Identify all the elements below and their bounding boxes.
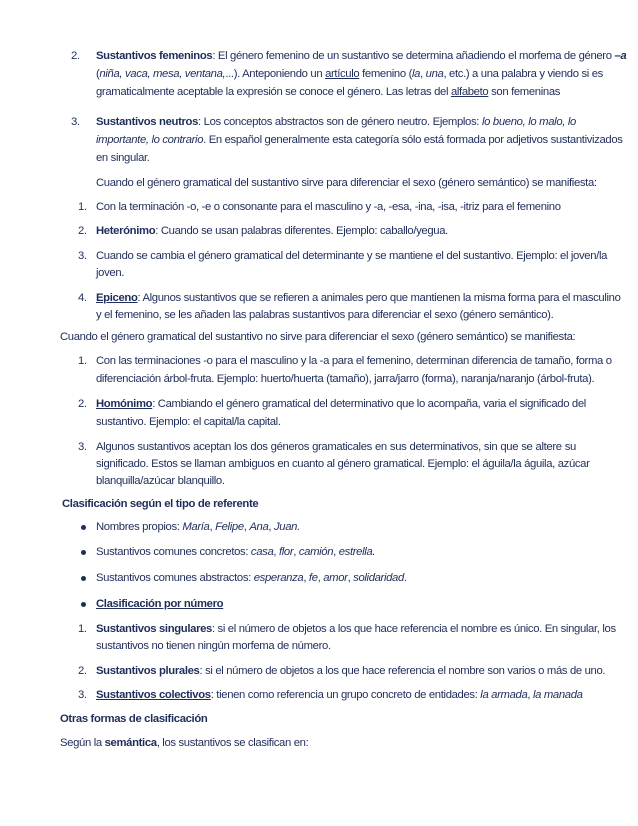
text: , — [303, 572, 309, 584]
text: : Cambiando el género gramatical del determinativo que lo acompaña, varia el significado del — [152, 398, 586, 410]
list-number: 3. — [78, 689, 87, 701]
text: Según la — [60, 737, 105, 749]
text: ( — [96, 68, 100, 80]
list-item-line — [96, 85, 560, 99]
list-item-line — [96, 224, 448, 238]
text: , — [243, 521, 250, 533]
text: amor — [323, 572, 348, 584]
text: Felipe — [215, 521, 244, 533]
text: –a — [614, 50, 627, 62]
bullet-item — [96, 571, 407, 585]
link-epiceno[interactable]: Epiceno — [96, 292, 138, 304]
bullet-item — [96, 520, 300, 534]
list-item-line: sustantivos no tienen ningún morfema de número. — [96, 640, 331, 652]
text: : tienen como referencia un grupo concreto de entidades: — [210, 689, 481, 701]
term: Sustantivos plurales — [96, 665, 200, 677]
term: Heterónimo — [96, 225, 156, 237]
text: fe — [308, 572, 318, 584]
text: casa — [250, 546, 274, 558]
section-heading — [60, 712, 207, 726]
term: Sustantivos neutros — [96, 116, 199, 128]
list-item-line — [96, 115, 576, 129]
list-item-line — [96, 49, 627, 63]
bullet-icon — [81, 576, 86, 581]
list-number: 4. — [78, 292, 87, 304]
text: : si el número de objetos a los que hace referencia el nombre son varios o más de uno. — [199, 665, 606, 677]
text: . En español generalmente esta categoría sólo está formada por adjetivos sustantivizados — [203, 134, 623, 146]
text: flor — [278, 546, 294, 558]
link-alfabeto[interactable]: alfabeto — [450, 86, 489, 98]
link-clasificacion-numero[interactable]: Clasificación por número — [96, 598, 224, 610]
text: Juan. — [273, 521, 300, 533]
link-homonimo[interactable]: Homónimo — [96, 398, 153, 410]
text: niña, vaca, mesa, ventana, — [99, 68, 226, 80]
text: : Los conceptos abstractos son de género neutro. Ejemplos: — [198, 116, 482, 128]
list-item-line: Algunos sustantivos aceptan los dos géneros gramaticales en sus determinativos, sin que se altere su — [96, 441, 576, 453]
text: lo bueno, lo malo, lo — [481, 116, 576, 128]
paragraph — [60, 736, 308, 750]
text: gramaticalmente aceptable la expresión se conoce el género. Las letras del — [96, 86, 451, 98]
text: María — [182, 521, 210, 533]
term: Sustantivos femeninos — [96, 50, 213, 62]
list-item-line — [96, 397, 586, 411]
text: , etc.) a una palabra y viendo si es — [443, 68, 603, 80]
text: Sustantivos comunes concretos: — [96, 546, 251, 558]
list-item-line: Cuando se cambia el género gramatical del determinante y se mantiene el del sustantivo. Ejemplo: el joven/la — [96, 250, 608, 262]
list-number: 2. — [78, 665, 87, 677]
text: Ana — [249, 521, 269, 533]
text: : El género femenino de un sustantivo se determina añadiendo el morfema de género — [212, 50, 615, 62]
list-number: 2. — [71, 50, 80, 62]
term: Sustantivos singulares — [96, 623, 212, 635]
text: : si el número de objetos a los que hace referencia el nombre es único. En singular, los — [211, 623, 616, 635]
list-item-line: blanquilla/azúcar blanquillo. — [96, 475, 225, 487]
text: : Cuando se usan palabras diferentes. Ejemplo: caballo/yegua. — [155, 225, 448, 237]
list-item-line — [96, 622, 616, 636]
text: , — [268, 521, 274, 533]
text: , — [209, 521, 216, 533]
text: , — [317, 572, 324, 584]
list-number: 1. — [78, 355, 87, 367]
text: , — [420, 68, 426, 80]
bullet-icon — [81, 550, 86, 555]
text: , — [293, 546, 299, 558]
text: femenino ( — [359, 68, 412, 80]
list-number: 3. — [78, 250, 87, 262]
bullet-item — [96, 597, 223, 611]
list-number: 2. — [78, 225, 87, 237]
list-number: 2. — [78, 398, 87, 410]
heading-text: Otras formas de clasificación — [60, 713, 208, 725]
bullet-item — [96, 545, 375, 559]
section-heading — [62, 497, 258, 511]
list-item-line — [96, 291, 621, 305]
text: la manada — [532, 689, 583, 701]
text: semántica — [104, 737, 157, 749]
text: , — [347, 572, 354, 584]
list-item-line — [96, 664, 605, 678]
list-number: 3. — [78, 441, 87, 453]
text: , los sustantivos se clasifican en: — [156, 737, 309, 749]
list-number: 3. — [71, 116, 80, 128]
list-item-line: en singular. — [96, 152, 150, 164]
list-item-line — [96, 133, 623, 147]
text: , — [527, 689, 533, 701]
text: solidaridad — [353, 572, 404, 584]
text: son femeninas — [488, 86, 561, 98]
text: : Algunos sustantivos que se refieren a animales pero que mantienen la misma forma para el masculino — [137, 292, 621, 304]
paragraph: Cuando el género gramatical del sustantivo no sirve para diferenciar el sexo (género semántico) se manifiesta: — [60, 331, 576, 343]
text: estrella. — [338, 546, 376, 558]
text: , — [273, 546, 279, 558]
text: ...). Anteponiendo un — [225, 68, 326, 80]
list-item-line: sustantivo. Ejemplo: el capital/la capital. — [96, 416, 281, 428]
heading-text: Clasificación según el tipo de referente — [62, 498, 259, 510]
text: Nombres propios: — [96, 521, 183, 533]
bullet-icon — [81, 525, 86, 530]
text: la armada — [480, 689, 528, 701]
list-item-line: Con la terminación -o, -e o consonante para el masculino y -a, -esa, -ina, -isa, -itriz para el femenino — [96, 201, 561, 213]
text: camión — [298, 546, 334, 558]
link-articulo[interactable]: artículo — [325, 68, 360, 80]
list-number: 1. — [78, 201, 87, 213]
link-sustantivos-colectivos[interactable]: Sustantivos colectivos — [96, 689, 211, 701]
list-item-line: joven. — [96, 267, 125, 279]
text: Sustantivos comunes abstractos: — [96, 572, 254, 584]
text: importante, lo contrario — [96, 134, 204, 146]
list-item-line — [96, 67, 603, 81]
list-item-line: y el femenino, se les añaden las palabras sustantivos para diferenciar el sexo (género semántico). — [96, 309, 554, 321]
text: . — [403, 572, 407, 584]
list-item-line: diferenciación árbol-fruta. Ejemplo: huerto/huerta (tamaño), jarra/jarro (forma), naranja/naranjo (árbol-fruta). — [96, 373, 595, 385]
list-number: 1. — [78, 623, 87, 635]
paragraph: Cuando el género gramatical del sustantivo sirve para diferenciar el sexo (género semántico) se manifiesta: — [96, 177, 597, 189]
bullet-icon — [81, 602, 86, 607]
text: una — [425, 68, 444, 80]
list-item-line — [96, 688, 583, 702]
list-item-line: significado. Estos se llaman ambiguos en cuanto al género gramatical. Ejemplo: el águila/la águila, azúcar — [96, 458, 590, 470]
text: esperanza — [253, 572, 304, 584]
text: , — [333, 546, 339, 558]
text: la — [411, 68, 421, 80]
list-item-line: Con las terminaciones -o para el masculino y la -a para el femenino, determinan diferencia de tamaño, forma o — [96, 355, 612, 367]
